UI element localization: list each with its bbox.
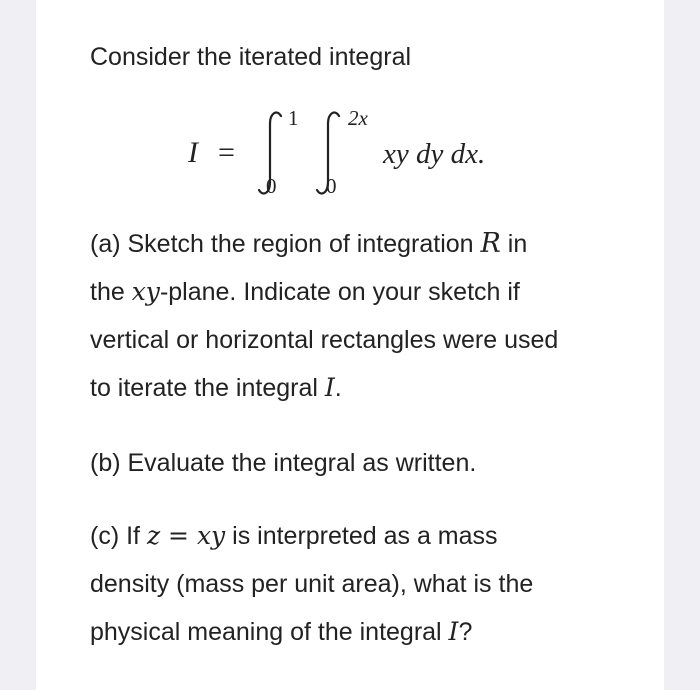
integral-symbol-c: I [448, 617, 459, 646]
inner-upper-limit: 2x [348, 106, 368, 130]
part-a-line-2-tail: -plane. Indicate on your sketch if [159, 278, 520, 306]
xy-math-c: xy [196, 521, 226, 550]
intro-text: Consider the iterated integral [90, 43, 412, 71]
xy-math: xy [131, 277, 160, 306]
part-b-line-1: (b) Evaluate the integral as written. [90, 449, 477, 477]
part-c-line-3 [90, 617, 472, 647]
part-c-line-3-text: physical meaning of the integral [90, 618, 449, 646]
part-c-line-1-tail: is interpreted as a mass [225, 522, 498, 550]
outer-lower-limit: 0 [266, 174, 277, 198]
equation-equals: = [218, 136, 235, 169]
part-a-line-2-text: the [90, 278, 132, 306]
part-a-line-4-text: to iterate the integral [90, 374, 325, 402]
part-a-line-1-text: (a) Sketch the region of integration [90, 230, 481, 258]
equals-math: = [160, 521, 197, 550]
part-a-line-1-tail: in [500, 230, 528, 258]
equation-lhs: I [188, 136, 198, 169]
part-c-line-1-text: (c) If [90, 522, 147, 550]
z-math: z [146, 521, 161, 550]
part-a-line-2 [90, 277, 520, 307]
inner-lower-limit: 0 [326, 174, 337, 198]
part-a-line-1 [90, 229, 527, 259]
part-a-line-4-tail: . [334, 374, 342, 402]
part-c-line-1 [90, 521, 498, 551]
outer-upper-limit: 1 [288, 106, 299, 130]
equation-integrand: xy dy dx. [383, 138, 486, 170]
part-c-line-3-tail: ? [458, 618, 473, 646]
part-a-line-4 [90, 373, 342, 403]
part-a-line-3: vertical or horizontal rectangles were used [90, 326, 559, 354]
part-c-line-2: density (mass per unit area), what is the [90, 570, 534, 598]
integral-symbol-a: I [324, 373, 335, 402]
region-symbol: R [480, 228, 501, 259]
